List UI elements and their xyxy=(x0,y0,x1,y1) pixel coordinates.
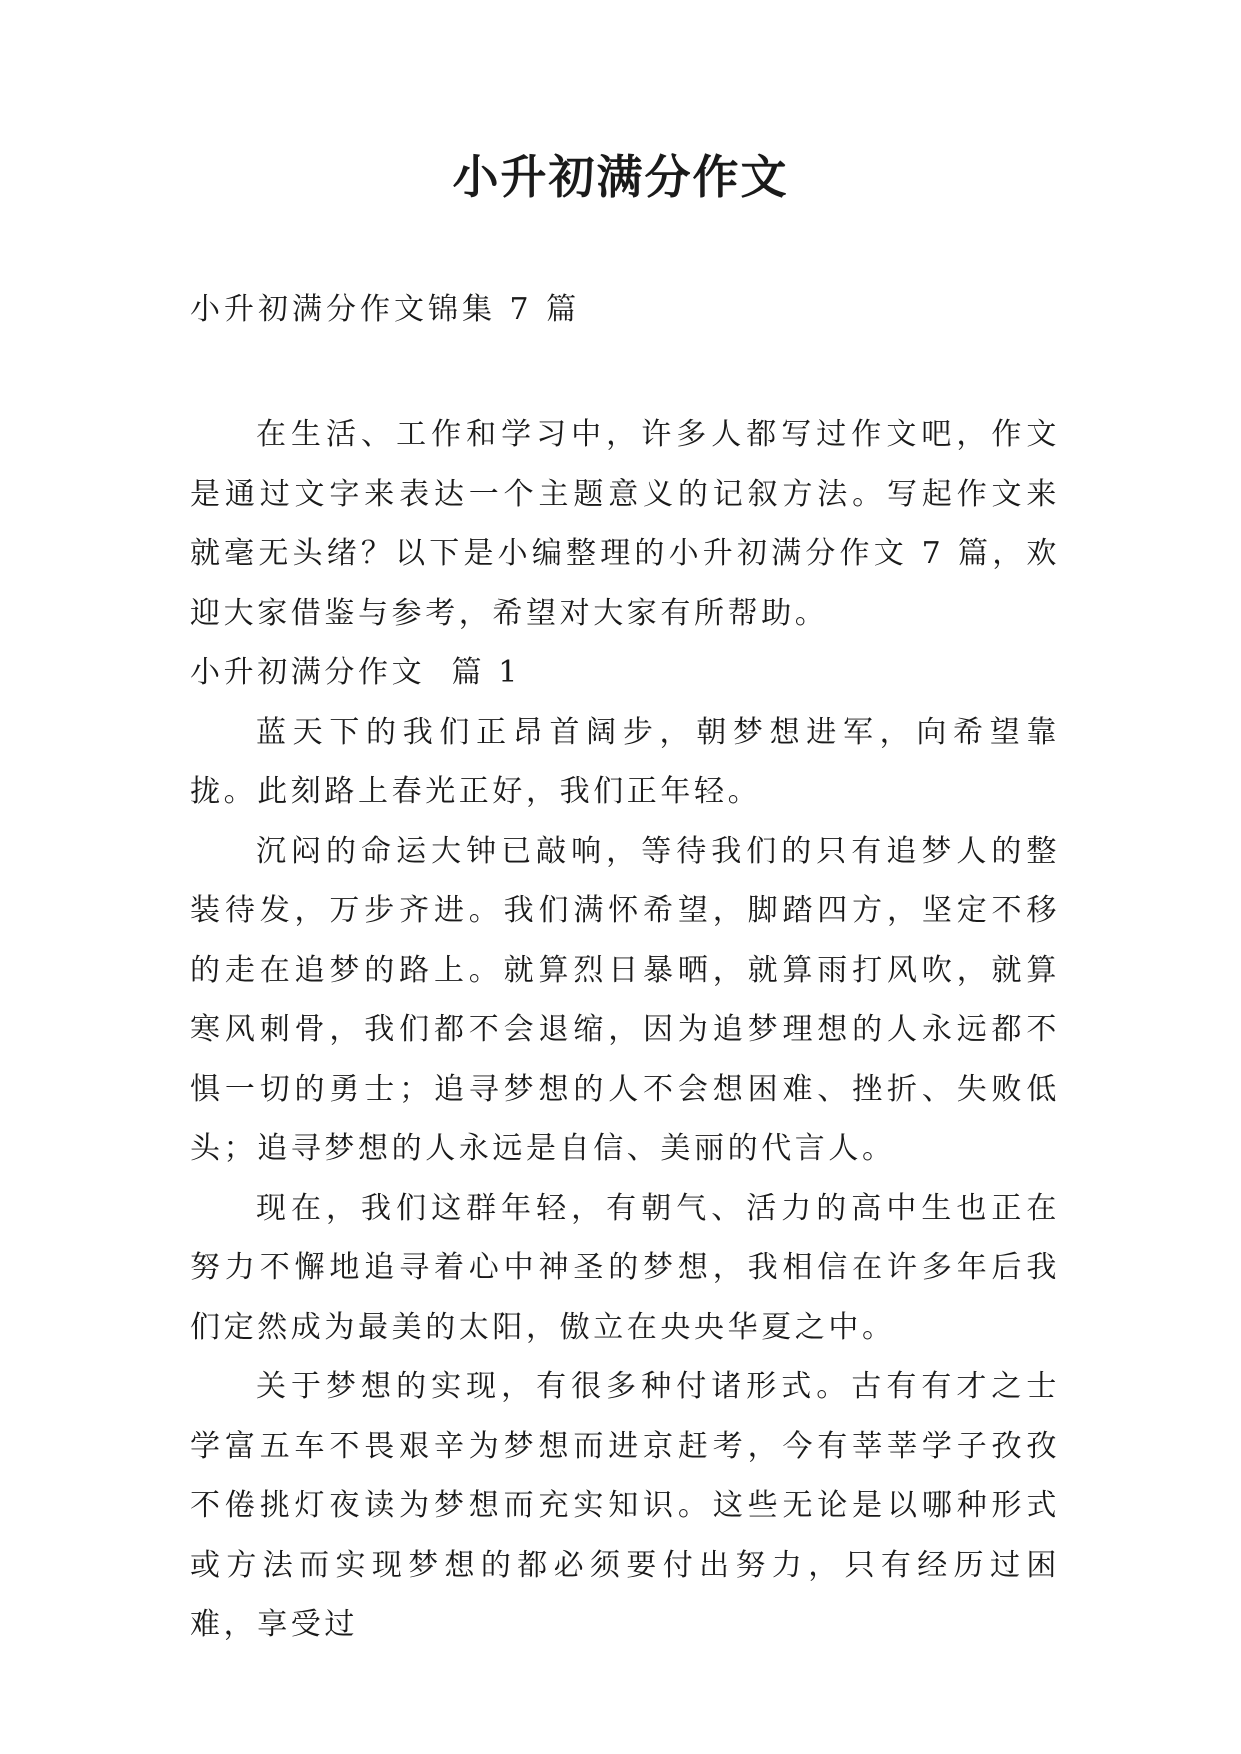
document-subtitle: 小升初满分作文锦集 7 篇 xyxy=(190,292,581,327)
section-heading: 小升初满分作文 篇 1 xyxy=(190,655,521,690)
body-paragraph-2: 沉闷的命运大钟已敲响，等待我们的只有追梦人的整装待发，万步齐进。我们满怀希望，脚踏四方，坚定不移的走在追梦的路上。就算烈日暴晒，就算雨打风吹，就算寒风刺骨，我们都不会退缩，因为追梦理想的人永远都不惧一切的勇士；追寻梦想的人不会想困难、挫折、失败低头；追寻梦想的人永远是自信、美丽的代言人。 xyxy=(190,833,1060,1166)
body-paragraph-4: 关于梦想的实现，有很多种付诸形式。古有有才之士学富五车不畏艰辛为梦想而进京赶考，今有莘莘学子孜孜不倦挑灯夜读为梦想而充实知识。这些无论是以哪种形式或方法而实现梦想的都必须要付出努力，只有经历过困难，享受过 xyxy=(190,1369,1060,1642)
document-body xyxy=(190,405,1060,1655)
intro-paragraph: 在生活、工作和学习中，许多人都写过作文吧，作文是通过文字来表达一个主题意义的记叙方法。写起作文来就毫无头绪？以下是小编整理的小升初满分作文 7 篇，欢迎大家借鉴与参考，希望对大家有所帮助。 xyxy=(190,417,1060,631)
body-paragraph-3: 现在，我们这群年轻，有朝气、活力的高中生也正在努力不懈地追寻着心中神圣的梦想，我相信在许多年后我们定然成为最美的太阳，傲立在央央华夏之中。 xyxy=(190,1190,1060,1345)
page-title: 小升初满分作文 xyxy=(452,150,789,204)
body-paragraph-1: 蓝天下的我们正昂首阔步，朝梦想进军，向希望靠拢。此刻路上春光正好，我们正年轻。 xyxy=(190,714,1060,809)
